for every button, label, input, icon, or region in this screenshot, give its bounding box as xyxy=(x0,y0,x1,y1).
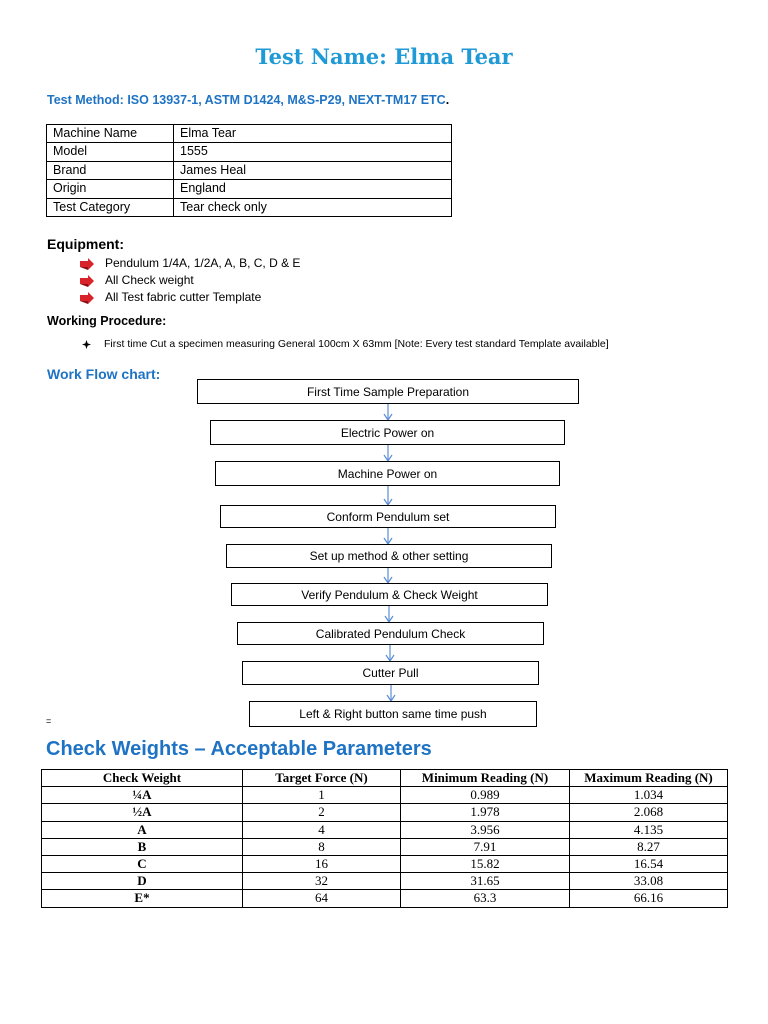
stray-mark: = xyxy=(46,716,52,726)
table-row xyxy=(42,787,728,804)
procedure-text: First time Cut a specimen measuring General 100cm X 63mm [Note: Every test standard Template available] xyxy=(104,338,609,350)
flow-step-3: Machine Power on xyxy=(215,461,560,486)
table-row xyxy=(42,873,728,890)
flow-step-7: Calibrated Pendulum Check xyxy=(237,622,544,645)
info-key: Origin xyxy=(47,180,174,198)
max-reading-cell: 2.068 xyxy=(570,804,728,821)
min-reading-cell: 3.956 xyxy=(401,821,570,838)
flow-step-5: Set up method & other setting xyxy=(226,544,552,568)
check-weight-cell: E* xyxy=(42,890,243,907)
column-header: Maximum Reading (N) xyxy=(570,770,728,787)
equipment-heading: Equipment: xyxy=(47,236,124,252)
page-title: Test Name: Elma Tear xyxy=(255,44,513,69)
target-force-cell: 32 xyxy=(243,873,401,890)
flow-step-1: First Time Sample Preparation xyxy=(197,379,579,404)
equipment-item: Pendulum 1/4A, 1/2A, A, B, C, D & E xyxy=(105,256,301,270)
equipment-item: All Test fabric cutter Template xyxy=(105,290,262,304)
table-row xyxy=(42,838,728,855)
info-value: Elma Tear xyxy=(174,125,452,143)
table-row xyxy=(42,821,728,838)
max-reading-cell: 8.27 xyxy=(570,838,728,855)
info-value: 1555 xyxy=(174,143,452,161)
check-weight-cell: C xyxy=(42,856,243,873)
info-value: James Heal xyxy=(174,161,452,179)
flow-step-2: Electric Power on xyxy=(210,420,565,445)
procedure-heading: Working Procedure: xyxy=(47,314,167,328)
info-key: Test Category xyxy=(47,198,174,216)
target-force-cell: 2 xyxy=(243,804,401,821)
check-weight-cell: B xyxy=(42,838,243,855)
check-weights-table xyxy=(41,769,728,908)
info-key: Model xyxy=(47,143,174,161)
max-reading-cell: 33.08 xyxy=(570,873,728,890)
flow-step-6: Verify Pendulum & Check Weight xyxy=(231,583,548,606)
check-weight-cell: D xyxy=(42,873,243,890)
target-force-cell: 1 xyxy=(243,787,401,804)
target-force-cell: 8 xyxy=(243,838,401,855)
check-weight-cell: ¼A xyxy=(42,787,243,804)
table-row xyxy=(42,804,728,821)
info-value: Tear check only xyxy=(174,198,452,216)
info-value: England xyxy=(174,180,452,198)
flow-step-8: Cutter Pull xyxy=(242,661,539,685)
info-key: Brand xyxy=(47,161,174,179)
target-force-cell: 16 xyxy=(243,856,401,873)
flow-heading: Work Flow chart: xyxy=(47,366,161,382)
min-reading-cell: 63.3 xyxy=(401,890,570,907)
equipment-item: All Check weight xyxy=(105,273,194,287)
max-reading-cell: 66.16 xyxy=(570,890,728,907)
column-header: Check Weight xyxy=(42,770,243,787)
table-header-row xyxy=(42,770,728,787)
column-header: Target Force (N) xyxy=(243,770,401,787)
flow-step-4: Conform Pendulum set xyxy=(220,505,556,528)
check-weights-heading: Check Weights – Acceptable Parameters xyxy=(46,738,432,760)
max-reading-cell: 4.135 xyxy=(570,821,728,838)
target-force-cell: 64 xyxy=(243,890,401,907)
check-weight-cell: ½A xyxy=(42,804,243,821)
target-force-cell: 4 xyxy=(243,821,401,838)
min-reading-cell: 7.91 xyxy=(401,838,570,855)
info-key: Machine Name xyxy=(47,125,174,143)
min-reading-cell: 15.82 xyxy=(401,856,570,873)
max-reading-cell: 16.54 xyxy=(570,856,728,873)
test-method-text: Test Method: ISO 13937-1, ASTM D1424, M&S-P29, NEXT-TM17 ETC xyxy=(47,93,446,107)
flow-step-9: Left & Right button same time push xyxy=(249,701,537,727)
min-reading-cell: 0.989 xyxy=(401,787,570,804)
min-reading-cell: 31.65 xyxy=(401,873,570,890)
max-reading-cell: 1.034 xyxy=(570,787,728,804)
table-row xyxy=(42,890,728,907)
min-reading-cell: 1.978 xyxy=(401,804,570,821)
test-method-end: . xyxy=(445,93,450,107)
check-weight-cell: A xyxy=(42,821,243,838)
column-header: Minimum Reading (N) xyxy=(401,770,570,787)
table-row xyxy=(42,856,728,873)
